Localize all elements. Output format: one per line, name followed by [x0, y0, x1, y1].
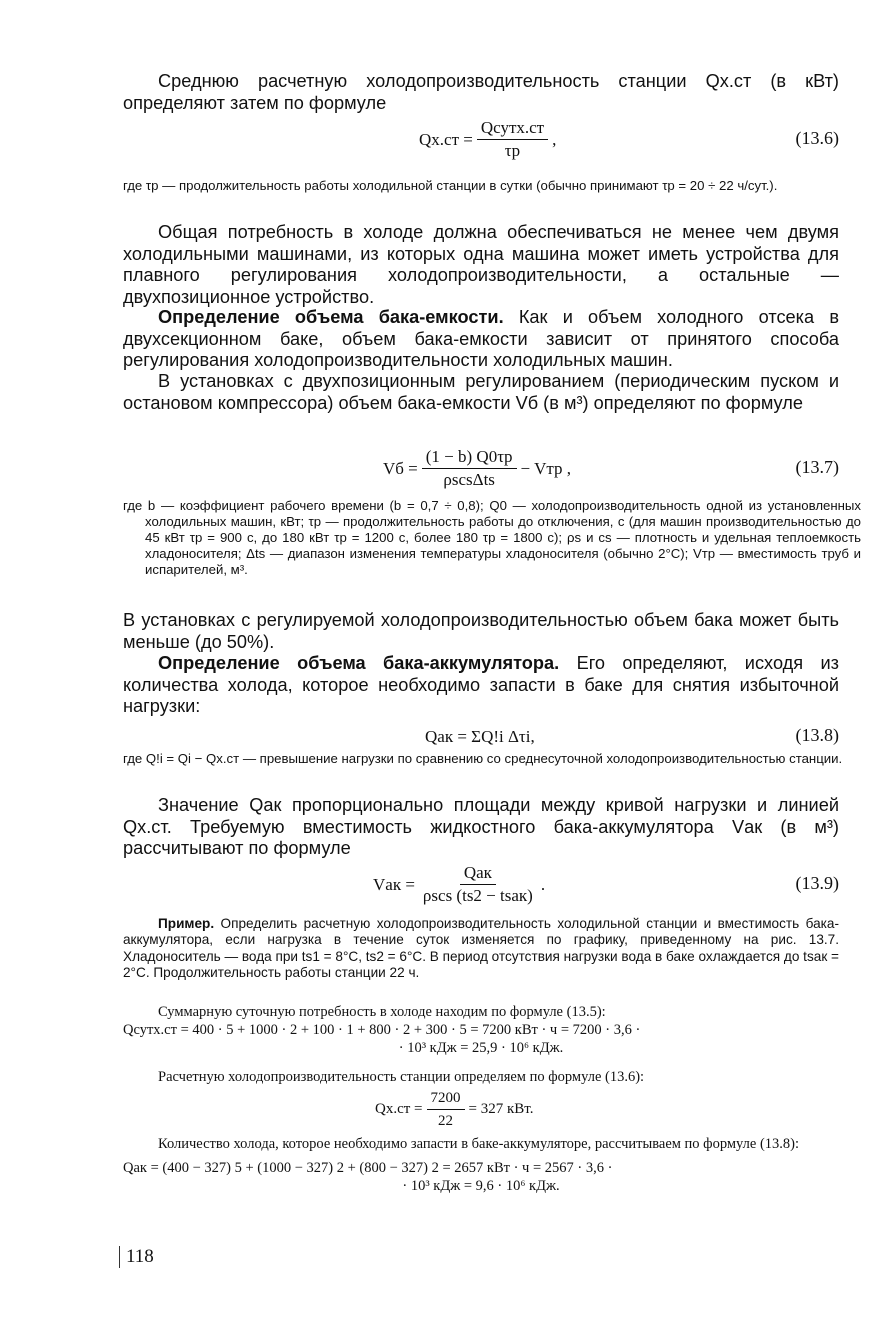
- formula-lhs: Vак =: [373, 874, 415, 894]
- denominator: 22: [438, 1113, 454, 1129]
- calc-line: Суммарную суточную потребность в холоде находим по формуле (13.5):: [158, 1004, 606, 1020]
- section-heading: Определение объема бака-емкости.: [158, 307, 504, 327]
- paragraph-intro: Среднюю расчетную холодопроизводительность станции Qх.ст (в кВт) определяют затем по формуле: [123, 71, 839, 113]
- where-13-8: где Q!i = Qi − Qх.ст — превышение нагрузки по сравнению со среднесуточной холодопроизводительностью станции.: [123, 751, 843, 766]
- calc-line: Qак = (400 − 327) 5 + (1000 − 327) 2 + (800 − 327) 2 = 2657 кВт · ч = 2567 · 3,6 ·: [123, 1160, 613, 1176]
- section-heading: Определение объема бака-аккумулятора.: [158, 653, 560, 673]
- denominator: τр: [504, 141, 521, 160]
- denominator: ρscs (ts2 − tsак): [422, 886, 533, 905]
- paragraph-two-position: В установках с двухпозиционным регулированием (периодическим пуском и остановом компрессора) объем бака-емкости Vб (в м³) определяют по формуле: [123, 371, 839, 413]
- denominator: ρscsΔts: [443, 470, 495, 489]
- equation-number: (13.9): [795, 873, 839, 893]
- calc-line: Qсутх.ст = 400 · 5 + 1000 · 2 + 100 · 1 + 800 · 2 + 300 · 5 = 7200 кВт · ч = 7200 · 3,6 ·: [123, 1022, 641, 1038]
- calculation-block: [123, 1135, 839, 1195]
- fraction: [419, 863, 537, 906]
- where-13-6: где τр — продолжительность работы холодильной станции в сутки (обычно принимают τр = 20 ÷ 22 ч/сут.).: [123, 178, 778, 193]
- paragraph-requirement: Общая потребность в холоде должна обеспечиваться не менее чем двумя холодильными машинами, из которых одна машина может иметь устройства для плавного регулирования холодопроизводительности, а остальные — двухпозиционное устройство.: [123, 222, 839, 307]
- numerator: 7200: [427, 1088, 465, 1110]
- calc-line: · 10³ кДж = 25,9 · 10⁶ кДж.: [398, 1040, 564, 1056]
- formula-result: [123, 1088, 839, 1128]
- paragraph-accumulator: Определение объема бака-аккумулятора. Его определяют, исходя из количества холода, которое необходимо запасти в баке для снятия избыточной нагрузки:: [123, 653, 839, 716]
- paragraph-regulated: В установках с регулируемой холодопроизводительностью объем бака может быть меньше (до 50%).: [123, 610, 839, 652]
- fraction: [422, 447, 517, 490]
- formula-tail: ,: [552, 129, 557, 149]
- formula-13-9: [123, 863, 839, 903]
- equation-number: (13.8): [795, 725, 839, 745]
- example-label: Пример.: [158, 916, 215, 931]
- numerator: Qсутх.ст: [477, 118, 548, 140]
- example-text: Пример. Определить расчетную холодопроизводительность холодильной станции и вместимость бака-аккумулятора, если нагрузка в течение суток изменяется по графику, приведенному на рис. 13.7. Хладоноситель — вода при ts1 = 8°С, ts2 = 6°С. В период отсутствия нагрузки вода в баке охлаждается до tsак = 2°С. Продолжительность работы станции 22 ч.: [123, 916, 839, 981]
- calculation-block: [123, 1003, 839, 1057]
- formula-tail: .: [540, 874, 546, 894]
- equation-number: (13.7): [795, 457, 839, 477]
- paragraph-tank-volume: Определение объема бака-емкости. Как и объем холодного отсека в двухсекционном баке, объем бака-емкости зависит от принятого способа регулирования холодопроизводительности холодильных машин.: [123, 307, 840, 370]
- formula-13-6: [123, 118, 839, 158]
- paragraph-load-area: Значение Qак пропорционально площади между кривой нагрузки и линией Qх.ст. Требуемую вместимость жидкостного бака-аккумулятора Vак (в м³) рассчитывают по формуле: [123, 795, 839, 858]
- numerator: Qак: [460, 863, 496, 885]
- fraction: [427, 1088, 465, 1131]
- formula-expression: Qак = ΣQ!i Δτi,: [425, 727, 535, 746]
- formula-lhs: Qх.ст =: [419, 129, 473, 149]
- equation-number: (13.6): [795, 128, 839, 148]
- calc-line: · 10³ кДж = 9,6 · 10⁶ кДж.: [402, 1178, 560, 1194]
- page-number: 118: [119, 1246, 154, 1268]
- calc-line: Расчетную холодопроизводительность станции определяем по формуле (13.6):: [158, 1069, 645, 1085]
- numerator: (1 − b) Q0τр: [422, 447, 517, 469]
- calc-line: Количество холода, которое необходимо запасти в баке-аккумуляторе, рассчитываем по формуле (13.8):: [158, 1136, 800, 1152]
- formula-tail: − Vтр ,: [520, 458, 571, 478]
- formula-13-8: [123, 725, 839, 751]
- where-13-7: где b — коэффициент рабочего времени (b = 0,7 ÷ 0,8); Q0 — холодопроизводительность одной из установленных холодильных машин, кВт; τр — продолжительность работы до отключения, с (для машин производительностью до 45 кВт τр = 900 с, до 180 кВт τр = 1200 с, более 180 τр = 1800 с); ρs и cs — плотность и удельная теплоемкость хладоносителя; Δts — диапазон изменения температуры хладоносителя (обычно 2°С); Vтр — вместимость труб и испарителей, м³.: [123, 498, 861, 578]
- formula-lhs: Qх.ст =: [375, 1101, 423, 1117]
- formula-13-7: [123, 447, 839, 487]
- formula-lhs: Vб =: [383, 458, 418, 478]
- fraction: [477, 118, 548, 161]
- formula-tail: = 327 кВт.: [468, 1101, 534, 1117]
